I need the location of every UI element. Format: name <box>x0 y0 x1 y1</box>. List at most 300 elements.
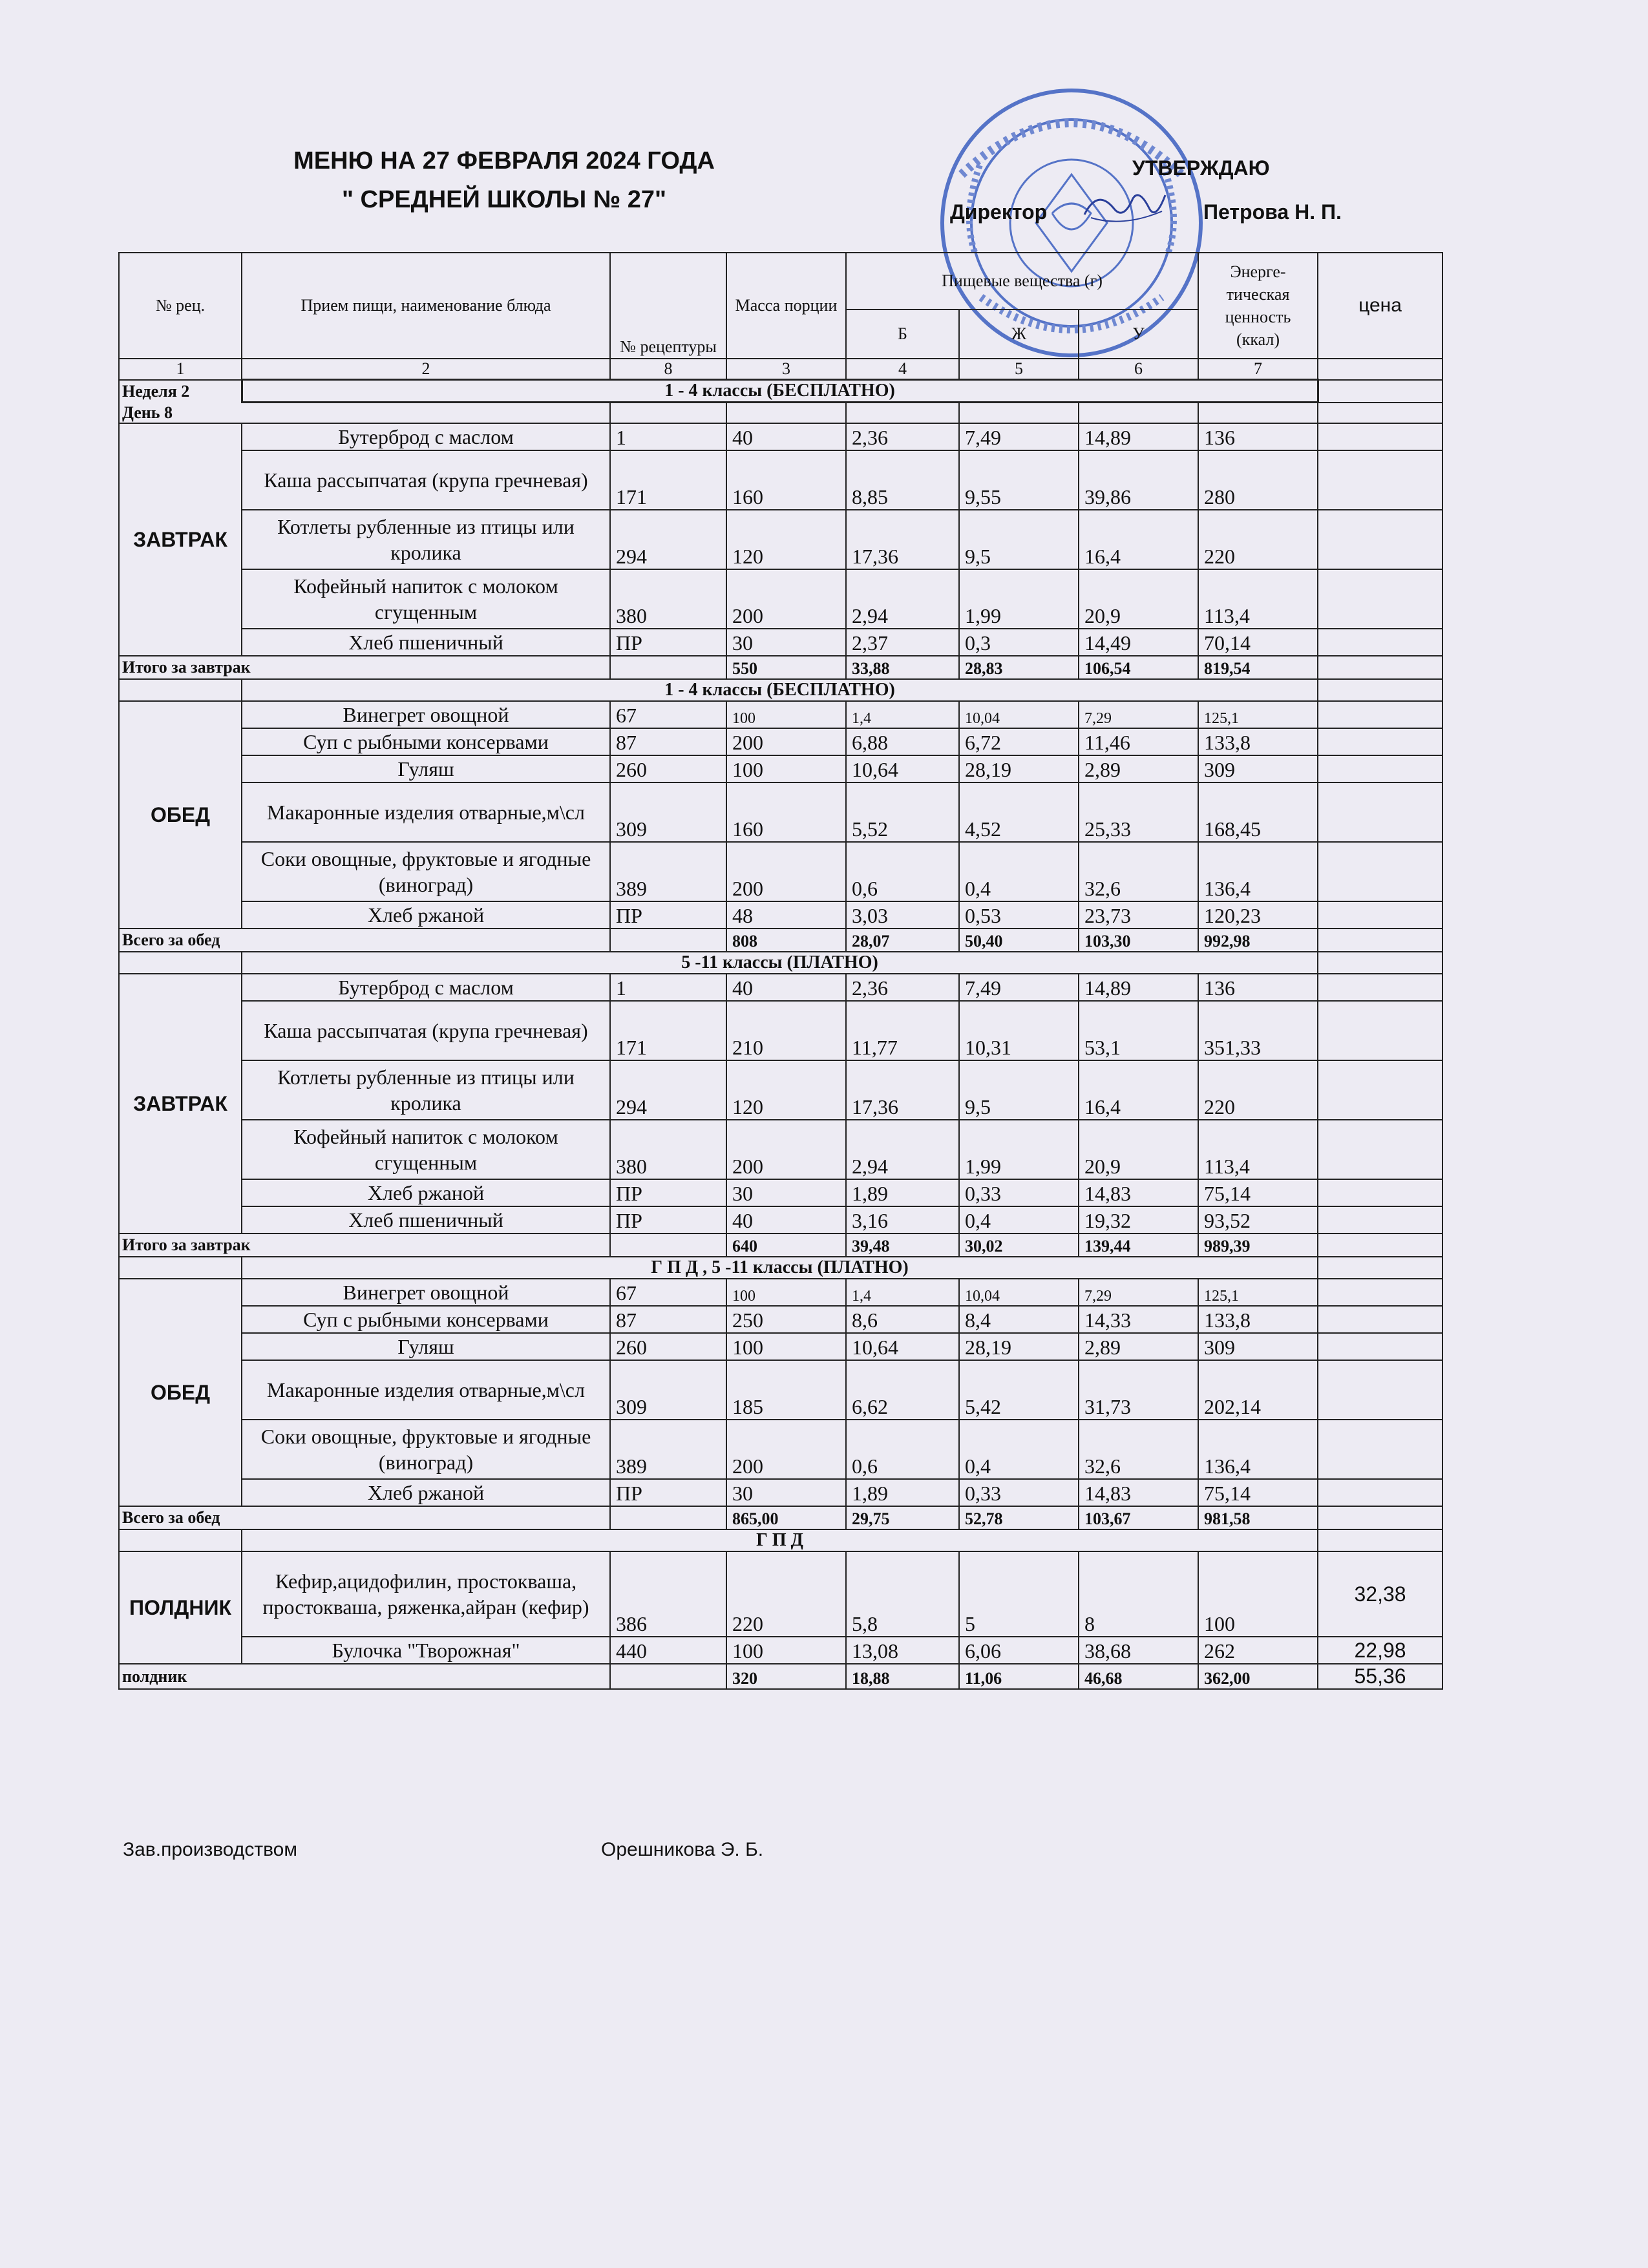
item-kcal: 136 <box>1198 974 1318 1001</box>
item-u: 7,29 <box>1079 1279 1198 1306</box>
empty-cell <box>1318 952 1442 974</box>
director-signature <box>1078 182 1168 234</box>
item-zh: 1,99 <box>959 569 1079 629</box>
menu-item-row <box>119 569 1442 629</box>
total-price <box>1318 1506 1442 1529</box>
item-mass: 30 <box>726 1179 846 1206</box>
empty-cell <box>959 403 1079 424</box>
approval-title: УТВЕРЖДАЮ <box>1132 156 1270 180</box>
item-u: 8 <box>1079 1551 1198 1637</box>
menu-item-row <box>119 1179 1442 1206</box>
total-b: 33,88 <box>846 656 959 679</box>
item-zh: 10,31 <box>959 1001 1079 1060</box>
item-kcal: 309 <box>1198 1333 1318 1360</box>
menu-item-row <box>119 1420 1442 1479</box>
item-price <box>1318 510 1442 569</box>
item-mass: 160 <box>726 450 846 510</box>
total-kcal: 992,98 <box>1198 929 1318 952</box>
item-b: 1,89 <box>846 1479 959 1506</box>
item-kcal: 125,1 <box>1198 701 1318 728</box>
item-kcal: 220 <box>1198 510 1318 569</box>
total-u: 103,30 <box>1079 929 1198 952</box>
item-mass: 200 <box>726 1420 846 1479</box>
dish-name: Кофейный напиток с молоком сгущенным <box>242 569 610 629</box>
total-row <box>119 1664 1442 1689</box>
item-b: 1,4 <box>846 1279 959 1306</box>
item-u: 14,33 <box>1079 1306 1198 1333</box>
item-zh: 6,72 <box>959 728 1079 755</box>
header-recipe-no: № рецептуры <box>610 253 726 359</box>
item-kcal: 133,8 <box>1198 1306 1318 1333</box>
header-portion: Масса порции <box>726 253 846 359</box>
item-mass: 200 <box>726 842 846 901</box>
item-u: 7,29 <box>1079 701 1198 728</box>
dish-name: Булочка "Творожная" <box>242 1637 610 1664</box>
item-price <box>1318 782 1442 842</box>
item-mass: 40 <box>726 423 846 450</box>
total-mass: 808 <box>726 929 846 952</box>
total-row <box>119 656 1442 679</box>
total-b: 18,88 <box>846 1664 959 1689</box>
item-recipe: 87 <box>610 1306 726 1333</box>
dish-name: Хлеб ржаной <box>242 901 610 929</box>
item-price <box>1318 1279 1442 1306</box>
item-mass: 120 <box>726 510 846 569</box>
menu-item-row <box>119 510 1442 569</box>
item-u: 39,86 <box>1079 450 1198 510</box>
item-zh: 28,19 <box>959 755 1079 782</box>
item-u: 14,83 <box>1079 1179 1198 1206</box>
dish-name: Соки овощные, фруктовые и ягодные (виноград) <box>242 1420 610 1479</box>
section-title-row <box>119 952 1442 974</box>
dish-name: Суп с рыбными консервами <box>242 728 610 755</box>
section-title-row <box>119 1257 1442 1279</box>
section-title-row <box>119 679 1442 701</box>
header-energy: Энерге-тическая ценность (ккал) <box>1198 253 1318 359</box>
menu-item-row <box>119 1637 1442 1664</box>
item-kcal: 202,14 <box>1198 1360 1318 1420</box>
section-title-left <box>119 1529 242 1551</box>
item-b: 3,03 <box>846 901 959 929</box>
item-u: 14,89 <box>1079 423 1198 450</box>
item-price <box>1318 629 1442 656</box>
total-u: 106,54 <box>1079 656 1198 679</box>
item-price <box>1318 1206 1442 1234</box>
item-b: 8,6 <box>846 1306 959 1333</box>
footer-name: Орешникова Э. Б. <box>601 1839 764 1860</box>
column-number-empty <box>1318 359 1442 380</box>
menu-table <box>118 252 1443 1690</box>
dish-name: Котлеты рубленные из птицы или кролика <box>242 1060 610 1120</box>
menu-item-row <box>119 1120 1442 1179</box>
item-price <box>1318 1360 1442 1420</box>
header-u: У <box>1079 310 1198 359</box>
item-price <box>1318 1306 1442 1333</box>
menu-item-row <box>119 755 1442 782</box>
menu-item-row <box>119 901 1442 929</box>
total-kcal: 362,00 <box>1198 1664 1318 1689</box>
header-nutrients: Пищевые вещества (г) <box>846 253 1198 310</box>
item-u: 14,89 <box>1079 974 1198 1001</box>
total-zh: 28,83 <box>959 656 1079 679</box>
item-kcal: 120,23 <box>1198 901 1318 929</box>
day-label: День 8 <box>119 403 610 424</box>
dish-name: Макаронные изделия отварные,м\сл <box>242 1360 610 1420</box>
item-u: 31,73 <box>1079 1360 1198 1420</box>
item-price <box>1318 728 1442 755</box>
item-kcal: 70,14 <box>1198 629 1318 656</box>
item-zh: 10,04 <box>959 701 1079 728</box>
menu-item-row <box>119 782 1442 842</box>
item-kcal: 262 <box>1198 1637 1318 1664</box>
item-mass: 40 <box>726 1206 846 1234</box>
total-empty <box>610 1506 726 1529</box>
item-b: 3,16 <box>846 1206 959 1234</box>
item-recipe: 1 <box>610 423 726 450</box>
item-recipe: ПР <box>610 901 726 929</box>
director-name: Петрова Н. П. <box>1203 200 1342 224</box>
item-kcal: 113,4 <box>1198 1120 1318 1179</box>
total-kcal: 819,54 <box>1198 656 1318 679</box>
menu-item-row <box>119 1060 1442 1120</box>
item-zh: 1,99 <box>959 1120 1079 1179</box>
item-zh: 9,5 <box>959 1060 1079 1120</box>
item-recipe: 67 <box>610 701 726 728</box>
menu-item-row <box>119 1279 1442 1306</box>
header-b: Б <box>846 310 959 359</box>
item-kcal: 75,14 <box>1198 1179 1318 1206</box>
total-kcal: 981,58 <box>1198 1506 1318 1529</box>
item-price <box>1318 901 1442 929</box>
item-u: 38,68 <box>1079 1637 1198 1664</box>
item-zh: 0,33 <box>959 1479 1079 1506</box>
section-title-left <box>119 679 242 701</box>
meal-label: ПОЛДНИК <box>119 1551 242 1664</box>
total-row <box>119 1234 1442 1257</box>
item-mass: 100 <box>726 1333 846 1360</box>
item-zh: 5,42 <box>959 1360 1079 1420</box>
item-b: 1,4 <box>846 701 959 728</box>
item-zh: 0,4 <box>959 1206 1079 1234</box>
item-recipe: 309 <box>610 782 726 842</box>
item-zh: 0,33 <box>959 1179 1079 1206</box>
section-title: 5 -11 классы (ПЛАТНО) <box>242 952 1318 974</box>
item-kcal: 220 <box>1198 1060 1318 1120</box>
section-title-row <box>119 1529 1442 1551</box>
item-price <box>1318 1333 1442 1360</box>
item-mass: 100 <box>726 701 846 728</box>
item-b: 13,08 <box>846 1637 959 1664</box>
week-label: Неделя 2 <box>119 380 242 403</box>
item-u: 32,6 <box>1079 1420 1198 1479</box>
column-number: 3 <box>726 359 846 380</box>
item-zh: 6,06 <box>959 1637 1079 1664</box>
item-mass: 200 <box>726 1120 846 1179</box>
total-zh: 50,40 <box>959 929 1079 952</box>
item-kcal: 93,52 <box>1198 1206 1318 1234</box>
item-kcal: 309 <box>1198 755 1318 782</box>
item-recipe: 260 <box>610 1333 726 1360</box>
dish-name: Гуляш <box>242 1333 610 1360</box>
item-kcal: 136,4 <box>1198 842 1318 901</box>
total-u: 46,68 <box>1079 1664 1198 1689</box>
total-zh: 30,02 <box>959 1234 1079 1257</box>
total-label: полдник <box>119 1664 610 1689</box>
item-recipe: 1 <box>610 974 726 1001</box>
menu-item-row <box>119 1479 1442 1506</box>
total-mass: 550 <box>726 656 846 679</box>
menu-item-row <box>119 701 1442 728</box>
total-price <box>1318 656 1442 679</box>
section-title: 1 - 4 классы (БЕСПЛАТНО) <box>242 679 1318 701</box>
dish-name: Макаронные изделия отварные,м\сл <box>242 782 610 842</box>
dish-name: Хлеб ржаной <box>242 1479 610 1506</box>
meal-label: ОБЕД <box>119 701 242 929</box>
dish-name: Кефир,ацидофилин, простокваша, простокваша, ряженка,айран (кефир) <box>242 1551 610 1637</box>
empty-cell <box>610 403 726 424</box>
item-recipe: 260 <box>610 755 726 782</box>
item-b: 5,8 <box>846 1551 959 1637</box>
empty-cell <box>846 403 959 424</box>
item-recipe: 389 <box>610 842 726 901</box>
item-u: 25,33 <box>1079 782 1198 842</box>
item-recipe: 294 <box>610 510 726 569</box>
item-u: 16,4 <box>1079 510 1198 569</box>
week-row <box>119 380 1442 403</box>
item-u: 23,73 <box>1079 901 1198 929</box>
menu-item-row <box>119 1306 1442 1333</box>
item-recipe: 294 <box>610 1060 726 1120</box>
item-mass: 160 <box>726 782 846 842</box>
total-kcal: 989,39 <box>1198 1234 1318 1257</box>
item-b: 2,94 <box>846 1120 959 1179</box>
column-number: 7 <box>1198 359 1318 380</box>
menu-item-row <box>119 1001 1442 1060</box>
total-b: 39,48 <box>846 1234 959 1257</box>
item-u: 14,83 <box>1079 1479 1198 1506</box>
empty-cell <box>1318 1257 1442 1279</box>
item-price <box>1318 1001 1442 1060</box>
item-mass: 250 <box>726 1306 846 1333</box>
item-b: 10,64 <box>846 1333 959 1360</box>
dish-name: Винегрет овощной <box>242 1279 610 1306</box>
total-label: Всего за обед <box>119 929 610 952</box>
menu-item-row <box>119 629 1442 656</box>
dish-name: Гуляш <box>242 755 610 782</box>
item-recipe: 389 <box>610 1420 726 1479</box>
item-price <box>1318 1420 1442 1479</box>
item-kcal: 125,1 <box>1198 1279 1318 1306</box>
item-b: 1,89 <box>846 1179 959 1206</box>
dish-name: Бутерброд с маслом <box>242 423 610 450</box>
menu-item-row <box>119 1360 1442 1420</box>
item-mass: 210 <box>726 1001 846 1060</box>
total-u: 139,44 <box>1079 1234 1198 1257</box>
menu-item-row <box>119 1206 1442 1234</box>
empty-cell <box>1198 403 1318 424</box>
total-b: 28,07 <box>846 929 959 952</box>
dish-name: Винегрет овощной <box>242 701 610 728</box>
item-b: 6,88 <box>846 728 959 755</box>
item-mass: 30 <box>726 1479 846 1506</box>
item-mass: 185 <box>726 1360 846 1420</box>
header-rec-no: № рец. <box>119 253 242 359</box>
item-recipe: 440 <box>610 1637 726 1664</box>
day-row <box>119 403 1442 424</box>
item-mass: 120 <box>726 1060 846 1120</box>
menu-item-row <box>119 1333 1442 1360</box>
item-zh: 9,5 <box>959 510 1079 569</box>
item-kcal: 133,8 <box>1198 728 1318 755</box>
total-price <box>1318 929 1442 952</box>
column-number: 6 <box>1079 359 1198 380</box>
item-u: 19,32 <box>1079 1206 1198 1234</box>
total-zh: 11,06 <box>959 1664 1079 1689</box>
total-b: 29,75 <box>846 1506 959 1529</box>
item-u: 2,89 <box>1079 1333 1198 1360</box>
item-recipe: 171 <box>610 450 726 510</box>
item-recipe: 309 <box>610 1360 726 1420</box>
item-kcal: 136 <box>1198 423 1318 450</box>
item-u: 16,4 <box>1079 1060 1198 1120</box>
item-mass: 30 <box>726 629 846 656</box>
item-kcal: 75,14 <box>1198 1479 1318 1506</box>
menu-item-row <box>119 1551 1442 1637</box>
total-label: Итого за завтрак <box>119 656 610 679</box>
item-kcal: 351,33 <box>1198 1001 1318 1060</box>
column-number: 8 <box>610 359 726 380</box>
total-mass: 865,00 <box>726 1506 846 1529</box>
section-title: Г П Д <box>242 1529 1318 1551</box>
total-u: 103,67 <box>1079 1506 1198 1529</box>
item-price <box>1318 1179 1442 1206</box>
section-title: 1 - 4 классы (БЕСПЛАТНО) <box>242 380 1318 403</box>
section-title-left <box>119 952 242 974</box>
footer-role: Зав.производством <box>123 1839 297 1860</box>
dish-name: Хлеб пшеничный <box>242 629 610 656</box>
item-b: 2,36 <box>846 423 959 450</box>
item-recipe: ПР <box>610 629 726 656</box>
item-mass: 220 <box>726 1551 846 1637</box>
total-empty <box>610 929 726 952</box>
item-recipe: ПР <box>610 1179 726 1206</box>
item-recipe: 380 <box>610 1120 726 1179</box>
item-price <box>1318 1120 1442 1179</box>
item-zh: 4,52 <box>959 782 1079 842</box>
item-zh: 7,49 <box>959 423 1079 450</box>
total-mass: 320 <box>726 1664 846 1689</box>
item-b: 5,52 <box>846 782 959 842</box>
total-label: Всего за обед <box>119 1506 610 1529</box>
item-b: 0,6 <box>846 842 959 901</box>
dish-name: Хлеб ржаной <box>242 1179 610 1206</box>
dish-name: Каша рассыпчатая (крупа гречневая) <box>242 450 610 510</box>
item-price <box>1318 974 1442 1001</box>
dish-name: Соки овощные, фруктовые и ягодные (виноград) <box>242 842 610 901</box>
item-u: 11,46 <box>1079 728 1198 755</box>
item-b: 8,85 <box>846 450 959 510</box>
total-row <box>119 1506 1442 1529</box>
item-price <box>1318 1479 1442 1506</box>
item-recipe: 380 <box>610 569 726 629</box>
item-price <box>1318 569 1442 629</box>
total-empty <box>610 1234 726 1257</box>
item-u: 20,9 <box>1079 1120 1198 1179</box>
item-kcal: 100 <box>1198 1551 1318 1637</box>
item-recipe: 87 <box>610 728 726 755</box>
header-zh: Ж <box>959 310 1079 359</box>
item-u: 20,9 <box>1079 569 1198 629</box>
item-price <box>1318 423 1442 450</box>
dish-name: Бутерброд с маслом <box>242 974 610 1001</box>
item-price: 22,98 <box>1318 1637 1442 1664</box>
item-zh: 28,19 <box>959 1333 1079 1360</box>
item-b: 17,36 <box>846 1060 959 1120</box>
total-label: Итого за завтрак <box>119 1234 610 1257</box>
item-recipe: 171 <box>610 1001 726 1060</box>
total-mass: 640 <box>726 1234 846 1257</box>
item-zh: 10,04 <box>959 1279 1079 1306</box>
item-zh: 5 <box>959 1551 1079 1637</box>
school-name: " СРЕДНЕЙ ШКОЛЫ № 27" <box>341 186 667 213</box>
item-zh: 0,3 <box>959 629 1079 656</box>
item-mass: 100 <box>726 755 846 782</box>
menu-item-row <box>119 842 1442 901</box>
dish-name: Каша рассыпчатая (крупа гречневая) <box>242 1001 610 1060</box>
item-mass: 100 <box>726 1279 846 1306</box>
item-price: 32,38 <box>1318 1551 1442 1637</box>
empty-cell <box>1318 679 1442 701</box>
empty-cell <box>1318 1529 1442 1551</box>
item-mass: 40 <box>726 974 846 1001</box>
item-mass: 200 <box>726 728 846 755</box>
meal-label: ЗАВТРАК <box>119 974 242 1234</box>
item-zh: 9,55 <box>959 450 1079 510</box>
item-mass: 100 <box>726 1637 846 1664</box>
item-zh: 0,4 <box>959 842 1079 901</box>
section-title: Г П Д , 5 -11 классы (ПЛАТНО) <box>242 1257 1318 1279</box>
meal-label: ЗАВТРАК <box>119 423 242 656</box>
item-mass: 200 <box>726 569 846 629</box>
empty-cell <box>1318 403 1442 424</box>
column-number: 5 <box>959 359 1079 380</box>
menu-item-row <box>119 450 1442 510</box>
total-price: 55,36 <box>1318 1664 1442 1689</box>
approval-role: Директор <box>950 200 1048 224</box>
item-zh: 0,4 <box>959 1420 1079 1479</box>
item-zh: 0,53 <box>959 901 1079 929</box>
item-kcal: 168,45 <box>1198 782 1318 842</box>
item-kcal: 113,4 <box>1198 569 1318 629</box>
meal-label: ОБЕД <box>119 1279 242 1506</box>
dish-name: Суп с рыбными консервами <box>242 1306 610 1333</box>
item-b: 2,94 <box>846 569 959 629</box>
item-b: 6,62 <box>846 1360 959 1420</box>
item-price <box>1318 755 1442 782</box>
empty-cell <box>1318 380 1442 403</box>
item-price <box>1318 842 1442 901</box>
menu-item-row <box>119 974 1442 1001</box>
item-b: 11,77 <box>846 1001 959 1060</box>
empty-cell <box>1079 403 1198 424</box>
menu-table-body <box>119 253 1442 1689</box>
column-number: 2 <box>242 359 610 380</box>
item-price <box>1318 450 1442 510</box>
item-price <box>1318 701 1442 728</box>
item-b: 2,36 <box>846 974 959 1001</box>
item-u: 2,89 <box>1079 755 1198 782</box>
item-u: 14,49 <box>1079 629 1198 656</box>
